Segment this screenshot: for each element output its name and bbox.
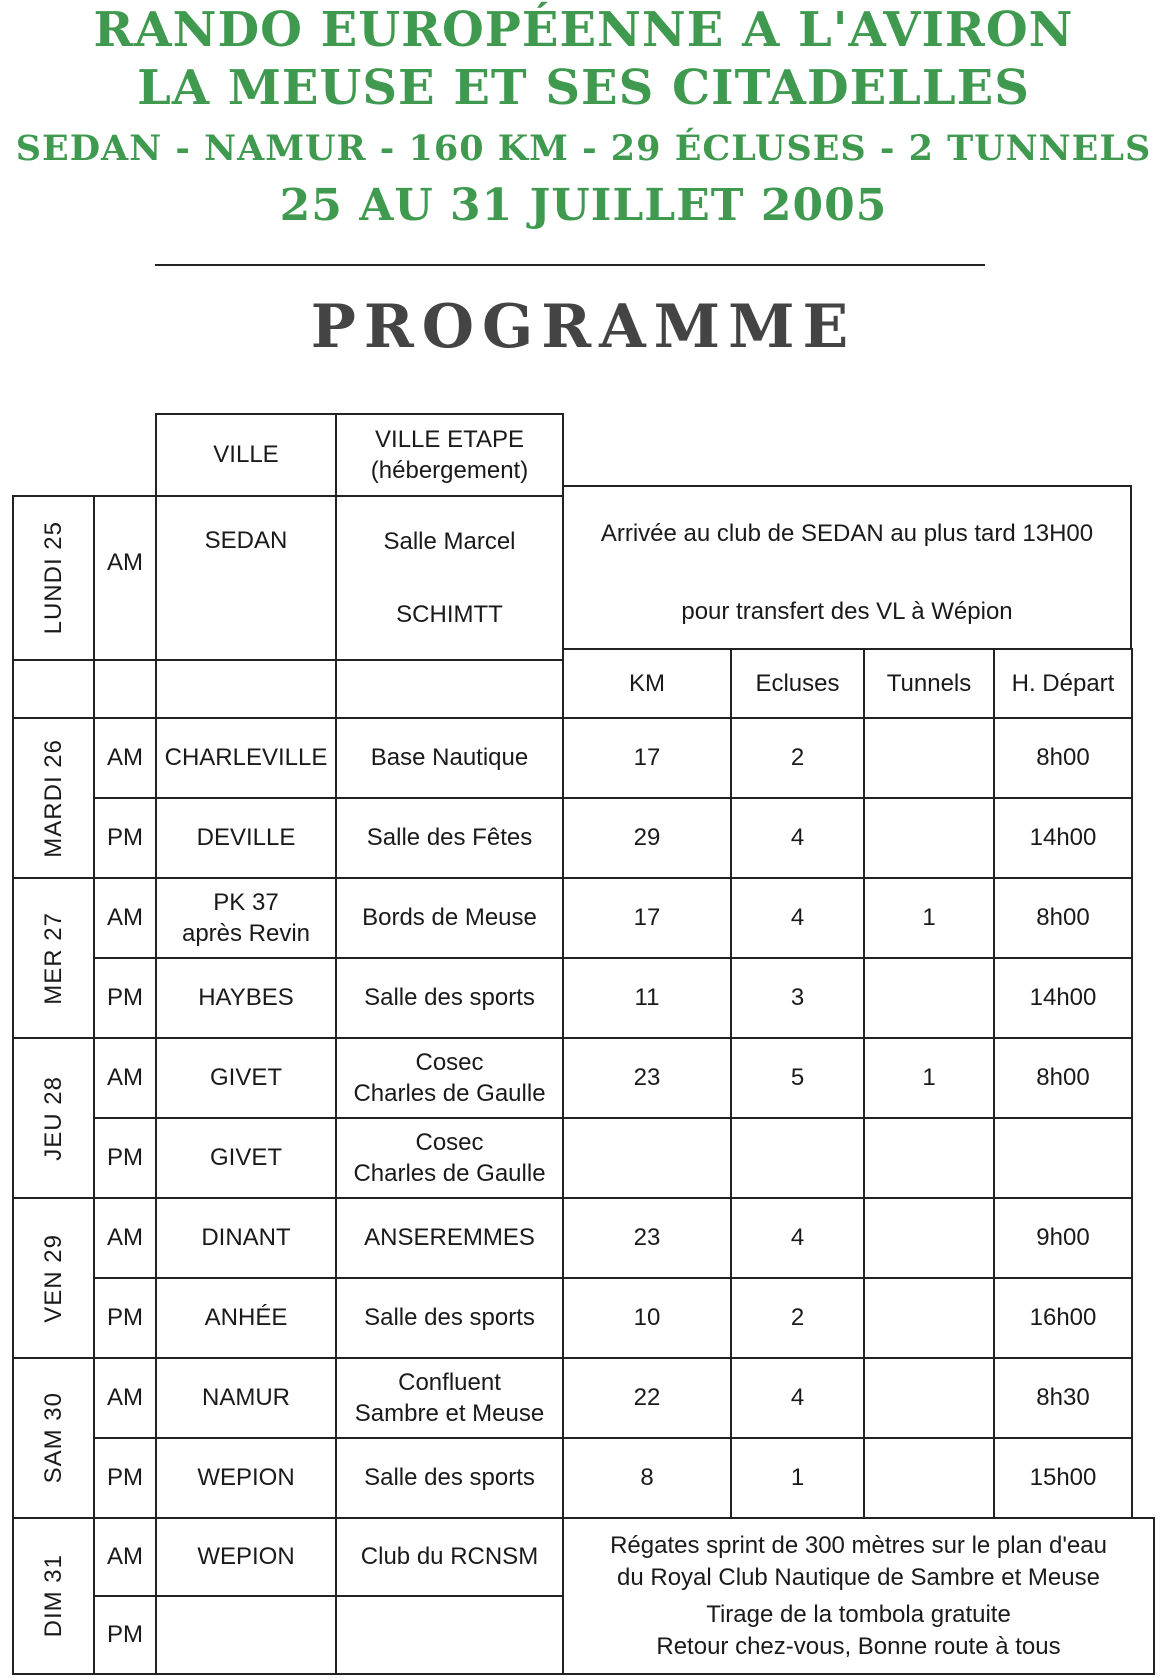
tunnels-cell [863,1117,995,1199]
ville-cell [155,1517,337,1597]
depart-cell [993,1357,1133,1439]
ville-cell [155,495,337,661]
col-header-depart [993,648,1133,719]
etape-label: Salle des sports [364,1464,535,1492]
period-cell [93,877,157,959]
ville-label: SEDAN [204,527,288,554]
period-cell [93,1037,157,1119]
etape-cell [335,1437,564,1519]
ecluses-cell [730,1117,865,1199]
ville-cell [155,1037,337,1119]
day-cell-mercredi [12,877,95,1039]
period-label: PM [107,824,143,852]
depart-value: 8h00 [1036,904,1090,932]
blank-cell [335,1595,564,1675]
depart-cell [993,877,1133,959]
km-value: 23 [633,1224,661,1252]
etape-label: Base Nautique [370,744,529,772]
period-label: PM [107,1621,143,1649]
period-cell [93,1117,157,1199]
ville-label: NAMUR [202,1384,290,1412]
etape-cell [335,1197,564,1279]
tunnels-cell [863,717,995,799]
day-cell-mardi [12,717,95,879]
period-label: AM [107,904,143,932]
depart-value: 14h00 [1029,824,1097,852]
event-dates: 25 AU 31 JUILLET 2005 [279,180,888,231]
event-route: SEDAN - NAMUR - 160 KM - 29 ÉCLUSES - 2 TUNNELS [15,128,1152,169]
period-label: AM [107,1224,143,1252]
ville-label: PK 37 [213,888,279,916]
period-cell [93,1277,157,1359]
etape-cell [335,1117,564,1199]
km-value: 17 [633,744,661,772]
etape-label-2: Charles de Gaulle [353,1080,546,1107]
ville-cell [155,717,337,799]
ecluses-cell [730,877,865,959]
etape-label: Salle des sports [364,984,535,1012]
ecluses-cell [730,717,865,799]
ecluses-cell [730,957,865,1039]
etape-cell [335,877,564,959]
col-header-km [562,648,732,719]
period-label: AM [107,1543,143,1571]
ecluses-value: 2 [790,744,805,772]
ville-cell [155,797,337,879]
ville-label: CHARLEVILLE [164,744,328,772]
depart-cell [993,1037,1133,1119]
period-label: AM [107,1384,143,1412]
ecluses-value: 4 [790,1384,805,1412]
day-cell-samedi [12,1357,95,1519]
etape-cell [335,957,564,1039]
col-header-tunnels-label: Tunnels [886,669,972,697]
period-label: AM [107,1064,143,1092]
day-cell-lundi [12,495,95,661]
depart-cell [993,1197,1133,1279]
depart-value: 8h00 [1036,1064,1090,1092]
event-subtitle: LA MEUSE ET SES CITADELLES [137,60,1030,116]
etape-label: Bords de Meuse [362,904,537,932]
km-value: 22 [633,1384,661,1412]
etape-label: Cosec [415,1128,484,1156]
depart-value: 14h00 [1029,984,1097,1012]
ville-cell [155,1117,337,1199]
km-value: 23 [633,1064,661,1092]
ville-label: WEPION [197,1464,295,1492]
col-header-depart-label: H. Départ [1011,669,1115,697]
period-cell [93,1437,157,1519]
blank-cell [155,1595,337,1675]
period-cell [93,797,157,879]
depart-value: 8h30 [1036,1384,1090,1412]
period-label: PM [107,984,143,1012]
etape-label: Club du RCNSM [360,1543,539,1571]
etape-label-2: Sambre et Meuse [354,1400,545,1427]
ville-cell [155,877,337,959]
day-label: LUNDI 25 [39,521,67,635]
dimanche-note-line-2: du Royal Club Nautique de Sambre et Meuse [617,1563,1100,1591]
col-header-ecluses [730,648,865,719]
lundi-note-cell [562,485,1132,661]
col-header-km-label: KM [629,669,665,697]
event-title: RANDO EUROPÉENNE A L'AVIRON [93,2,1074,58]
km-value: 29 [633,824,661,852]
period-label: AM [107,549,143,576]
day-label: DIM 31 [39,1554,67,1638]
blank-cell [12,659,95,719]
etape-label: Salle des sports [364,1304,535,1332]
period-cell [93,1595,157,1675]
ville-label: ANHÉE [204,1304,288,1332]
km-cell [562,797,732,879]
km-value: 8 [640,1464,654,1492]
ecluses-value: 4 [790,1224,805,1252]
ecluses-value: 4 [790,904,805,932]
ecluses-cell [730,797,865,879]
tunnels-cell [863,797,995,879]
blank-cell [93,659,157,719]
blank-cell [335,659,564,719]
tunnels-cell [863,1037,995,1119]
ville-cell [155,957,337,1039]
ville-label: DEVILLE [196,824,296,852]
day-label: JEU 28 [39,1075,67,1161]
period-label: PM [107,1304,143,1332]
ecluses-cell [730,1197,865,1279]
col-header-ville-etape [335,413,564,497]
period-label: PM [107,1464,143,1492]
period-label: AM [107,744,143,772]
km-cell [562,877,732,959]
etape-label: Salle des Fêtes [366,824,533,852]
km-cell [562,957,732,1039]
ville-cell [155,1277,337,1359]
tunnels-cell [863,877,995,959]
col-header-ville-etape-label: VILLE ETAPE [375,425,524,453]
ville-label-2: après Revin [181,920,311,947]
period-cell [93,957,157,1039]
header-divider [155,264,985,266]
day-label: MARDI 26 [39,738,67,858]
km-value: 17 [633,904,661,932]
depart-value: 15h00 [1029,1464,1097,1492]
ville-label: GIVET [209,1144,282,1172]
tunnels-cell [863,957,995,1039]
ecluses-cell [730,1277,865,1359]
day-cell-dimanche [12,1517,95,1675]
ecluses-value: 1 [790,1464,805,1492]
ecluses-cell [730,1037,865,1119]
col-header-ecluses-label: Ecluses [755,669,840,697]
etape-label: Confluent [398,1368,501,1396]
km-cell [562,1357,732,1439]
ville-cell [155,1437,337,1519]
km-cell [562,1197,732,1279]
km-cell [562,1437,732,1519]
ecluses-value: 4 [790,824,805,852]
period-cell [93,1197,157,1279]
depart-cell [993,1117,1133,1199]
depart-value: 16h00 [1029,1304,1097,1332]
depart-cell [993,957,1133,1039]
depart-value: 9h00 [1036,1224,1090,1252]
tunnels-cell [863,1197,995,1279]
period-cell [93,1517,157,1597]
ecluses-value: 2 [790,1304,805,1332]
period-label: PM [107,1144,143,1172]
km-cell [562,1117,732,1199]
ville-cell [155,1197,337,1279]
col-header-ville-label: VILLE [213,441,279,469]
etape-cell [335,1357,564,1439]
km-value: 11 [634,984,660,1012]
tunnels-value: 1 [922,904,936,932]
km-value: 10 [633,1304,661,1332]
blank-cell [155,659,337,719]
ville-cell [155,1357,337,1439]
ville-label: HAYBES [198,984,294,1012]
ecluses-value: 3 [790,984,805,1012]
dimanche-note-line-3: Tirage de la tombola gratuite [706,1601,1011,1629]
col-header-tunnels [863,648,995,719]
depart-value: 8h00 [1036,744,1090,772]
etape-label: ANSEREMMES [364,1224,535,1252]
etape-label: Cosec [415,1048,484,1076]
depart-cell [993,717,1133,799]
ville-label: GIVET [209,1064,282,1092]
ville-label: WEPION [197,1543,295,1571]
etape-cell [335,797,564,879]
dimanche-note-line-4: Retour chez-vous, Bonne route à tous [656,1632,1061,1660]
depart-cell [993,797,1133,879]
day-cell-jeudi [12,1037,95,1199]
col-header-hebergement-label: (hébergement) [370,457,529,484]
lundi-note-line-2: pour transfert des VL à Wépion [681,598,1013,626]
etape-label-2: Charles de Gaulle [353,1160,546,1187]
km-cell [562,717,732,799]
tunnels-cell [863,1357,995,1439]
dimanche-note-line-1: Régates sprint de 300 mètres sur le plan d'eau [610,1532,1107,1560]
tunnels-cell [863,1277,995,1359]
etape-cell [335,1037,564,1119]
tunnels-cell [863,1437,995,1519]
period-cell [93,495,157,661]
regates-note [610,1530,1107,1592]
col-header-ville [155,413,337,497]
etape-cell [335,1277,564,1359]
day-label: MER 27 [39,911,67,1005]
period-cell [93,1357,157,1439]
day-cell-vendredi [12,1197,95,1359]
km-cell [562,1277,732,1359]
ecluses-value: 5 [790,1064,805,1092]
etape-cell [335,717,564,799]
etape-label-2: SCHIMTT [396,600,503,628]
ecluses-cell [730,1437,865,1519]
km-cell [562,1037,732,1119]
lundi-note-line-1: Arrivée au club de SEDAN au plus tard 13H00 [600,520,1094,548]
day-label: SAM 30 [39,1392,67,1484]
etape-cell [335,495,564,661]
tombola-note [656,1599,1060,1661]
etape-label: Salle Marcel [383,527,516,555]
ville-label: DINANT [201,1224,291,1252]
ecluses-cell [730,1357,865,1439]
depart-cell [993,1437,1133,1519]
day-label: VEN 29 [39,1233,67,1323]
period-cell [93,717,157,799]
tunnels-value: 1 [922,1064,936,1092]
etape-cell [335,1517,564,1597]
dimanche-note-cell [562,1517,1155,1675]
depart-cell [993,1277,1133,1359]
programme-title: PROGRAMME [310,292,857,362]
